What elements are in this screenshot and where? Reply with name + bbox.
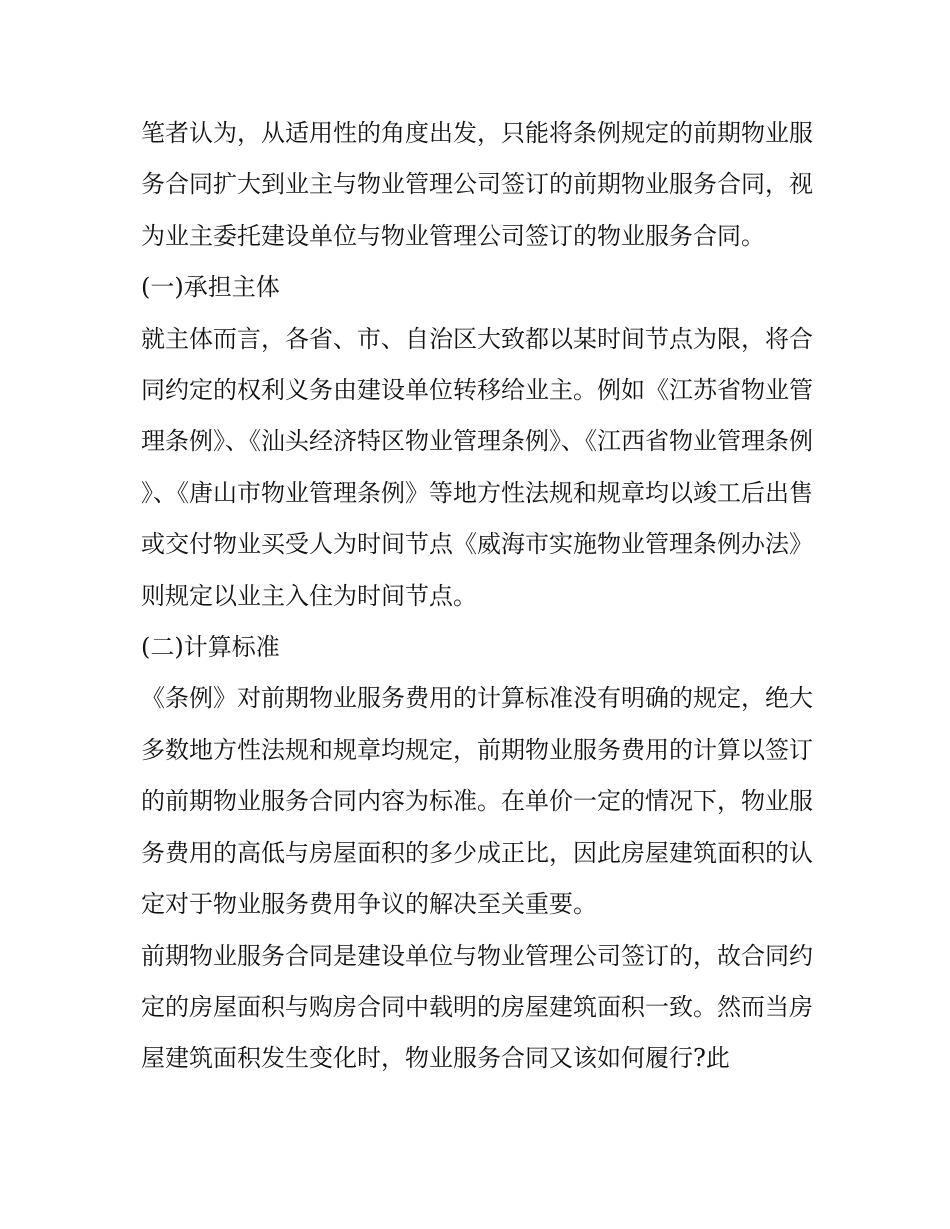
paragraph-contract-area: 前期物业服务合同是建设单位与物业管理公司签订的，故合同约定的房屋面积与购房合同中载明的房屋建筑面积一致。然而当房屋建筑面积发生变化时，物业服务合同又该如何履行?此 [141,941,813,1073]
heading-calculation-standard: (二)计算标准 [141,633,280,662]
heading-bearing-subject: (一)承担主体 [141,273,280,302]
paragraph-calculation: 《条例》对前期物业服务费用的计算标准没有明确的规定，绝大多数地方性法规和规章均规定，前期物业服务费用的计算以签订的前期物业服务合同内容为标准。在单价一定的情况下，物业服务费用的高低与房屋面积的多少成正比，因此房屋建筑面积的认定对于物业服务费用争议的解决至关重要。 [141,684,813,919]
document-body [141,108,813,1085]
paragraph-intro: 笔者认为，从适用性的角度出发，只能将条例规定的前期物业服务合同扩大到业主与物业管理公司签订的前期物业服务合同，视为业主委托建设单位与物业管理公司签订的物业服务合同。 [141,119,813,250]
paragraph-subject: 就主体而言，各省、市、自治区大致都以某时间节点为限，将合同约定的权利义务由建设单位转移给业主。例如《江苏省物业管理条例》、《汕头经济特区物业管理条例》、《江西省物业管理条例》、《唐山市物业管理条例》等地方性法规和规章均以竣工后出售或交付物业买受人为时间节点《威海市实施物业管理条例办法》则规定以业主入住为时间节点。 [141,324,813,610]
